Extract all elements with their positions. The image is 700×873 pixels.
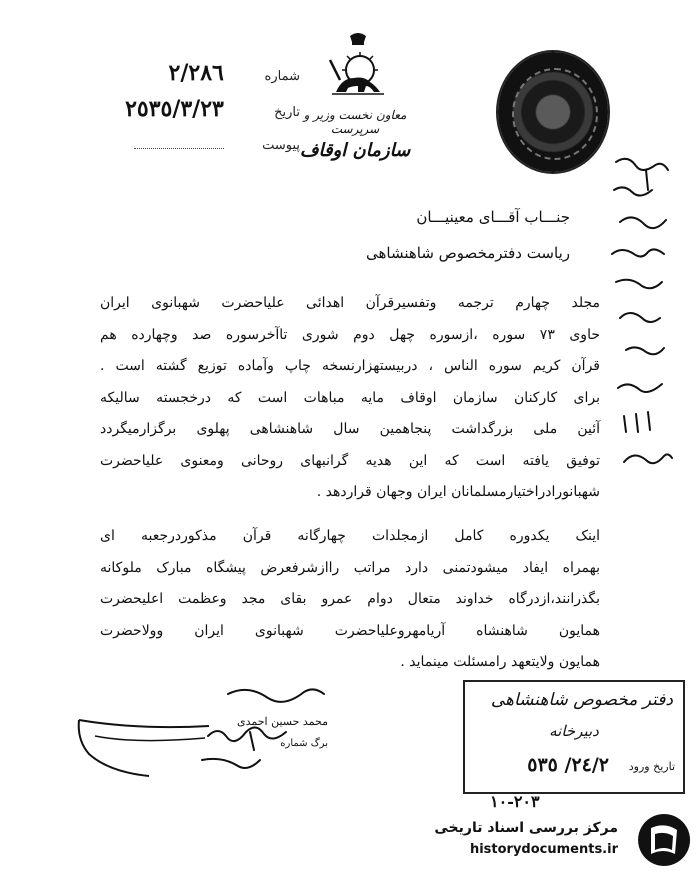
signer-name: محمد حسین احمدی xyxy=(236,715,328,728)
org-subtitle: معاون نخست وزیر و سرپرست xyxy=(303,108,407,136)
stamp-office: دفتر مخصوص شاهنشاهی xyxy=(490,690,673,710)
recipient-title: ریاست دفترمخصوص شاهنشاهی xyxy=(365,244,570,262)
body-line: همایون ولایتعهد رامسئلت مینماید . xyxy=(400,654,600,670)
attachment-row xyxy=(100,138,300,153)
attachment-label: پیوست xyxy=(262,138,300,153)
body-line: بگذرانند،ازدرگاه خداوند متعال دوام عمرو بقای مجد وعظمت اعلیحضرت xyxy=(100,591,600,607)
body-line: توفیق یافته است که این هدیه گرانبهای روحانی ومعنوی علیاحضرت xyxy=(100,452,600,469)
receipt-stamp xyxy=(463,680,685,794)
number-value: ٢/٢٨٦ xyxy=(168,60,224,86)
lion-and-sun-emblem-icon xyxy=(322,30,394,102)
number-label: شماره xyxy=(264,69,300,84)
stamp-date-value: ٢٤/٢/ ٥٣٥ xyxy=(527,754,609,776)
attachment-line xyxy=(134,148,224,149)
signature-sheet-label: برگ شماره xyxy=(280,738,328,749)
body-line: برای کارکنان سازمان اوقاف مایه مباهات است که درخجسته سالیکه xyxy=(100,389,600,406)
body-paragraph-1 xyxy=(100,288,600,509)
stamp-reference-number: ٢٠٣-١٠ xyxy=(490,792,540,811)
org-name: سازمان اوقاف xyxy=(299,140,411,161)
body-line: بهمراه ایفاد میشودتمنی دارد مراتب راازشرفعرض پیشگاه مبارک ملوکانه xyxy=(100,559,600,576)
body-paragraph-2 xyxy=(100,521,600,679)
history-documents-logo-icon xyxy=(635,812,693,868)
date-label: تاریخ xyxy=(274,105,300,120)
stamp-date-label: تاریخ ورود xyxy=(628,760,675,773)
number-row xyxy=(100,60,300,86)
body-line: اینک یکدوره کامل ازمجلدات چهارگانه قرآن مذکوردرجعبه ای xyxy=(100,528,600,544)
watermark-url: historydocuments.ir xyxy=(469,842,618,857)
recipient-name: جنـــاب آقـــای معینیـــان xyxy=(416,208,570,226)
body-line: شهبانورادراختیارمسلمانان ایران وجهان قراردهد . xyxy=(316,484,600,500)
handwritten-signature xyxy=(188,680,333,780)
date-row xyxy=(100,96,300,122)
body-line: حاوی ٧٣ سوره ،ازسوره چهل دوم شوری تاآخرسوره صد وچهارده هم xyxy=(100,326,600,343)
body-line: همایون شاهنشاه آریامهروعلیاحضرت شهبانوی ایران وولاحضرت xyxy=(100,622,600,639)
stamp-section: دبیرخانه xyxy=(549,722,599,740)
body-line: مجلد چهارم ترجمه وتفسیرقرآن اهدائی علیاحضرت شهبانوی ایران xyxy=(100,295,600,311)
date-value: ٢٥٣٥/٣/٢٣ xyxy=(125,96,224,122)
body-line: قرآن کریم سوره الناس ، دربیستهزارنسخه چاپ وآماده توزیع گشته است . xyxy=(100,358,600,374)
body-line: آئین ملی بزرگداشت پنجاهمین سال شاهنشاهی پهلوی برگزارمیگردد xyxy=(100,421,600,437)
handwritten-margin-notes xyxy=(606,150,682,490)
watermark xyxy=(418,812,693,868)
round-seal-stamp xyxy=(498,52,608,172)
watermark-title: مرکز بررسی اسناد تاریخی xyxy=(434,820,618,836)
